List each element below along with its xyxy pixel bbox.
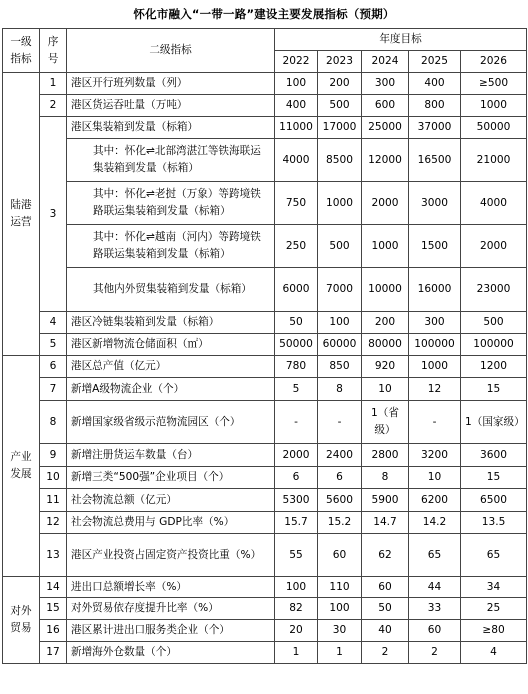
indicator-name: 新增海外仓数量（个） [67, 642, 275, 664]
seq-cell: 10 [40, 467, 67, 489]
target-value: 400 [409, 73, 461, 95]
target-value: 40 [362, 620, 409, 642]
indicator-name: 其中：怀化⇌北部湾湛江等铁海联运集装箱到发量（标箱） [67, 139, 275, 182]
target-value: 8500 [318, 139, 362, 182]
indicator-name: 港区累计进出口服务类企业（个） [67, 620, 275, 642]
table-row [3, 312, 527, 334]
target-value: 11000 [275, 117, 318, 139]
target-value: 1 [275, 642, 318, 664]
target-value: 5600 [318, 489, 362, 512]
indicator-table [2, 28, 527, 664]
target-value: 200 [318, 73, 362, 95]
target-value: 21000 [461, 139, 527, 182]
target-value: 14.2 [409, 512, 461, 534]
target-value: 780 [275, 356, 318, 378]
target-value: 15 [461, 467, 527, 489]
target-value: 20 [275, 620, 318, 642]
target-value: 82 [275, 598, 318, 620]
target-value: 15.7 [275, 512, 318, 534]
target-value: 15 [461, 378, 527, 401]
target-value: 10000 [362, 268, 409, 312]
indicator-name: 新增国家级省级示范物流园区（个） [67, 401, 275, 444]
target-value: 12 [409, 378, 461, 401]
indicator-name: 进出口总额增长率（%） [67, 577, 275, 598]
target-value: 13.5 [461, 512, 527, 534]
target-value: 2800 [362, 444, 409, 467]
header-level2: 二级指标 [67, 29, 275, 73]
indicator-name: 港区货运吞吐量（万吨） [67, 95, 275, 117]
target-value: 16000 [409, 268, 461, 312]
target-value: 4000 [461, 182, 527, 225]
target-value: 23000 [461, 268, 527, 312]
target-value: 2 [362, 642, 409, 664]
target-value: 14.7 [362, 512, 409, 534]
table-row [3, 268, 527, 312]
table-row [3, 401, 527, 444]
target-value: 16500 [409, 139, 461, 182]
seq-cell: 17 [40, 642, 67, 664]
target-value: 3600 [461, 444, 527, 467]
target-value: 300 [409, 312, 461, 334]
header-target-group: 年度目标 [275, 29, 527, 51]
level1-category: 陆港运营 [3, 73, 40, 356]
table-row [3, 356, 527, 378]
seq-cell: 12 [40, 512, 67, 534]
target-value: 2000 [461, 225, 527, 268]
indicator-name: 新增A级物流企业（个） [67, 378, 275, 401]
target-value: 4000 [275, 139, 318, 182]
header-year: 2024 [362, 51, 409, 73]
seq-cell: 5 [40, 334, 67, 356]
seq-cell: 1 [40, 73, 67, 95]
seq-cell: 8 [40, 401, 67, 444]
target-value: 500 [461, 312, 527, 334]
target-value: 50 [275, 312, 318, 334]
table-row [3, 225, 527, 268]
table-row [3, 489, 527, 512]
seq-cell: 4 [40, 312, 67, 334]
target-value: 50000 [275, 334, 318, 356]
target-value: 34 [461, 577, 527, 598]
target-value: 33 [409, 598, 461, 620]
target-value: 65 [409, 534, 461, 577]
target-value: 30 [318, 620, 362, 642]
table-row [3, 117, 527, 139]
header-year: 2023 [318, 51, 362, 73]
target-value: 6 [318, 467, 362, 489]
indicator-name: 港区开行班列数量（列） [67, 73, 275, 95]
target-value: 600 [362, 95, 409, 117]
target-value: 8 [362, 467, 409, 489]
indicator-name: 其中：怀化⇌越南（河内）等跨境铁路联运集装箱到发量（标箱） [67, 225, 275, 268]
target-value: ≥80 [461, 620, 527, 642]
target-value: 100000 [409, 334, 461, 356]
target-value: - [275, 401, 318, 444]
indicator-name: 港区新增物流仓储面积（㎡） [67, 334, 275, 356]
indicator-name: 港区冷链集装箱到发量（标箱） [67, 312, 275, 334]
target-value: 100 [275, 73, 318, 95]
target-value: 1（国家级） [461, 401, 527, 444]
target-value: 60 [362, 577, 409, 598]
target-value: 12000 [362, 139, 409, 182]
target-value: 1（省级） [362, 401, 409, 444]
target-value: 250 [275, 225, 318, 268]
table-row [3, 577, 527, 598]
indicator-name: 对外贸易依存度提升比率（%） [67, 598, 275, 620]
target-value: 80000 [362, 334, 409, 356]
target-value: 5300 [275, 489, 318, 512]
table-row [3, 642, 527, 664]
target-value: 17000 [318, 117, 362, 139]
target-value: 400 [275, 95, 318, 117]
seq-cell: 2 [40, 95, 67, 117]
table-row [3, 620, 527, 642]
target-value: 2000 [362, 182, 409, 225]
header-row [3, 29, 527, 51]
target-value: 1200 [461, 356, 527, 378]
target-value: 3000 [409, 182, 461, 225]
target-value: 1500 [409, 225, 461, 268]
target-value: 1000 [318, 182, 362, 225]
header-year: 2025 [409, 51, 461, 73]
target-value: 1 [318, 642, 362, 664]
target-value: 750 [275, 182, 318, 225]
target-value: - [318, 401, 362, 444]
indicator-name: 港区集装箱到发量（标箱） [67, 117, 275, 139]
target-value: 60000 [318, 334, 362, 356]
target-value: 44 [409, 577, 461, 598]
target-value: 800 [409, 95, 461, 117]
target-value: 6 [275, 467, 318, 489]
target-value: 100 [318, 312, 362, 334]
level1-category: 对外贸易 [3, 577, 40, 664]
target-value: 500 [318, 95, 362, 117]
indicator-name: 其中：怀化⇌老挝（万象）等跨境铁路联运集装箱到发量（标箱） [67, 182, 275, 225]
target-value: 920 [362, 356, 409, 378]
target-value: 10 [409, 467, 461, 489]
indicator-name: 新增注册货运车数量（台） [67, 444, 275, 467]
table-row [3, 334, 527, 356]
target-value: 2400 [318, 444, 362, 467]
seq-cell: 16 [40, 620, 67, 642]
seq-cell: 3 [40, 117, 67, 312]
seq-cell: 6 [40, 356, 67, 378]
target-value: 8 [318, 378, 362, 401]
target-value: 55 [275, 534, 318, 577]
target-value: 6500 [461, 489, 527, 512]
table-row [3, 598, 527, 620]
target-value: 100 [318, 598, 362, 620]
table-row [3, 139, 527, 182]
table-title: 怀化市融入“一带一路”建设主要发展指标（预期） [133, 7, 395, 21]
indicator-name: 社会物流总费用与 GDP比率（%） [67, 512, 275, 534]
table-row [3, 378, 527, 401]
table-row [3, 95, 527, 117]
table-row [3, 182, 527, 225]
indicator-name: 其他内外贸集装箱到发量（标箱） [67, 268, 275, 312]
target-value: 4 [461, 642, 527, 664]
target-value: 62 [362, 534, 409, 577]
target-value: 25000 [362, 117, 409, 139]
indicator-name: 港区总产值（亿元） [67, 356, 275, 378]
target-value: 50 [362, 598, 409, 620]
target-value: 1000 [461, 95, 527, 117]
seq-cell: 11 [40, 489, 67, 512]
indicator-name: 新增三类“500强”企业项目（个） [67, 467, 275, 489]
target-value: 10 [362, 378, 409, 401]
target-value: 7000 [318, 268, 362, 312]
seq-cell: 15 [40, 598, 67, 620]
target-value: 60 [409, 620, 461, 642]
target-value: 65 [461, 534, 527, 577]
seq-cell: 9 [40, 444, 67, 467]
level1-category: 产业发展 [3, 356, 40, 577]
seq-cell: 13 [40, 534, 67, 577]
target-value: 37000 [409, 117, 461, 139]
target-value: 100 [275, 577, 318, 598]
table-row [3, 444, 527, 467]
target-value: 5 [275, 378, 318, 401]
indicator-name: 社会物流总额（亿元） [67, 489, 275, 512]
target-value: 2 [409, 642, 461, 664]
target-value: 1000 [362, 225, 409, 268]
target-value: 50000 [461, 117, 527, 139]
target-value: ≥500 [461, 73, 527, 95]
target-value: 60 [318, 534, 362, 577]
header-year: 2026 [461, 51, 527, 73]
target-value: 850 [318, 356, 362, 378]
target-value: 1000 [409, 356, 461, 378]
seq-cell: 14 [40, 577, 67, 598]
target-value: 500 [318, 225, 362, 268]
target-value: 15.2 [318, 512, 362, 534]
target-value: 300 [362, 73, 409, 95]
target-value: 6200 [409, 489, 461, 512]
header-level1: 一级指标 [3, 29, 40, 73]
target-value: 110 [318, 577, 362, 598]
header-seq: 序号 [40, 29, 67, 73]
target-value: - [409, 401, 461, 444]
table-row [3, 73, 527, 95]
target-value: 25 [461, 598, 527, 620]
header-year: 2022 [275, 51, 318, 73]
target-value: 2000 [275, 444, 318, 467]
target-value: 6000 [275, 268, 318, 312]
target-value: 5900 [362, 489, 409, 512]
target-value: 100000 [461, 334, 527, 356]
indicator-name: 港区产业投资占固定资产投资比重（%） [67, 534, 275, 577]
table-row [3, 467, 527, 489]
seq-cell: 7 [40, 378, 67, 401]
table-row [3, 534, 527, 577]
target-value: 200 [362, 312, 409, 334]
target-value: 3200 [409, 444, 461, 467]
table-row [3, 512, 527, 534]
